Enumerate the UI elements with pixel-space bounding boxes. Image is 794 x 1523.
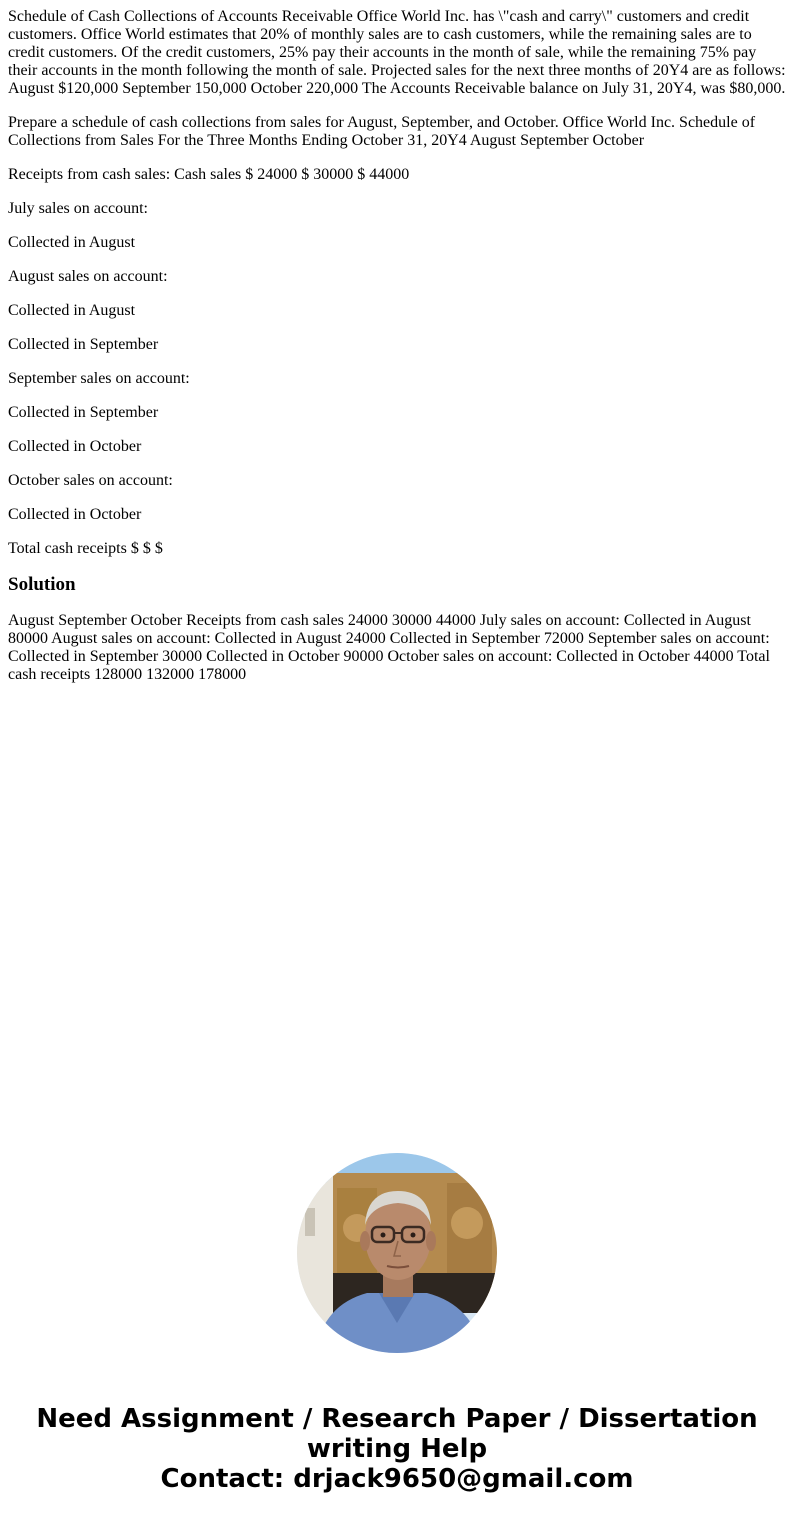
contact-banner: [0, 1404, 794, 1494]
schedule-line-sep-collected-sep: Collected in September: [8, 404, 159, 421]
document-body: [0, 0, 794, 684]
author-avatar: [297, 1153, 497, 1353]
question-intro: Schedule of Cash Collections of Accounts Receivable Office World Inc. has \"cash and carry\" customers and credit customers. Office World estimates that 20% of monthly sales are to cash customers, while the remaining sales are to credit customers. Of the credit customers, 25% pay their accounts in the month of sale, while the remaining 75% pay their accounts in the month following the month of sale. Projected sales for the next three months of 20Y4 are as follows: August $120,000 September 150,000 October 220,000 The Accounts Receivable balance on July 31, 20Y4, was $80,000.: [8, 8, 786, 97]
author-photo-icon: [297, 1153, 497, 1353]
schedule-line-aug-collected-aug: Collected in August: [8, 302, 136, 319]
schedule-line-july-sales: July sales on account:: [8, 200, 148, 217]
solution-heading: Solution: [8, 574, 76, 595]
question-prepare: Prepare a schedule of cash collections from sales for August, September, and October. Office World Inc. Schedule of Collections from Sales For the Three Months Ending October 31, 20Y4 August September October: [8, 114, 756, 149]
solution-text: August September October Receipts from cash sales 24000 30000 44000 July sales on account: Collected in August 80000 August sales on account: Collected in August 24000 Collected in September 72000 September sales on account: Collected in September 30000 Collected in October 90000 October sales on account: Collected in October 44000 Total cash receipts 128000 132000 178000: [8, 612, 770, 683]
schedule-line-cash-sales: Receipts from cash sales: Cash sales $ 24000 $ 30000 $ 44000: [8, 166, 410, 183]
schedule-line-aug-collected-sep: Collected in September: [8, 336, 159, 353]
promo-contact-email: Contact: drjack9650@gmail.com: [160, 1464, 634, 1494]
schedule-line-total: Total cash receipts $ $ $: [8, 540, 163, 557]
schedule-line-october-sales: October sales on account:: [8, 472, 173, 489]
schedule-line-august-sales: August sales on account:: [8, 268, 168, 285]
schedule-line-july-collected-aug: Collected in August: [8, 234, 136, 251]
promo-line-1: Need Assignment / Research Paper / Dissertation: [36, 1404, 758, 1434]
schedule-line-oct-collected-oct: Collected in October: [8, 506, 142, 523]
schedule-line-september-sales: September sales on account:: [8, 370, 190, 387]
promo-line-2: writing Help: [306, 1434, 488, 1464]
schedule-line-sep-collected-oct: Collected in October: [8, 438, 142, 455]
